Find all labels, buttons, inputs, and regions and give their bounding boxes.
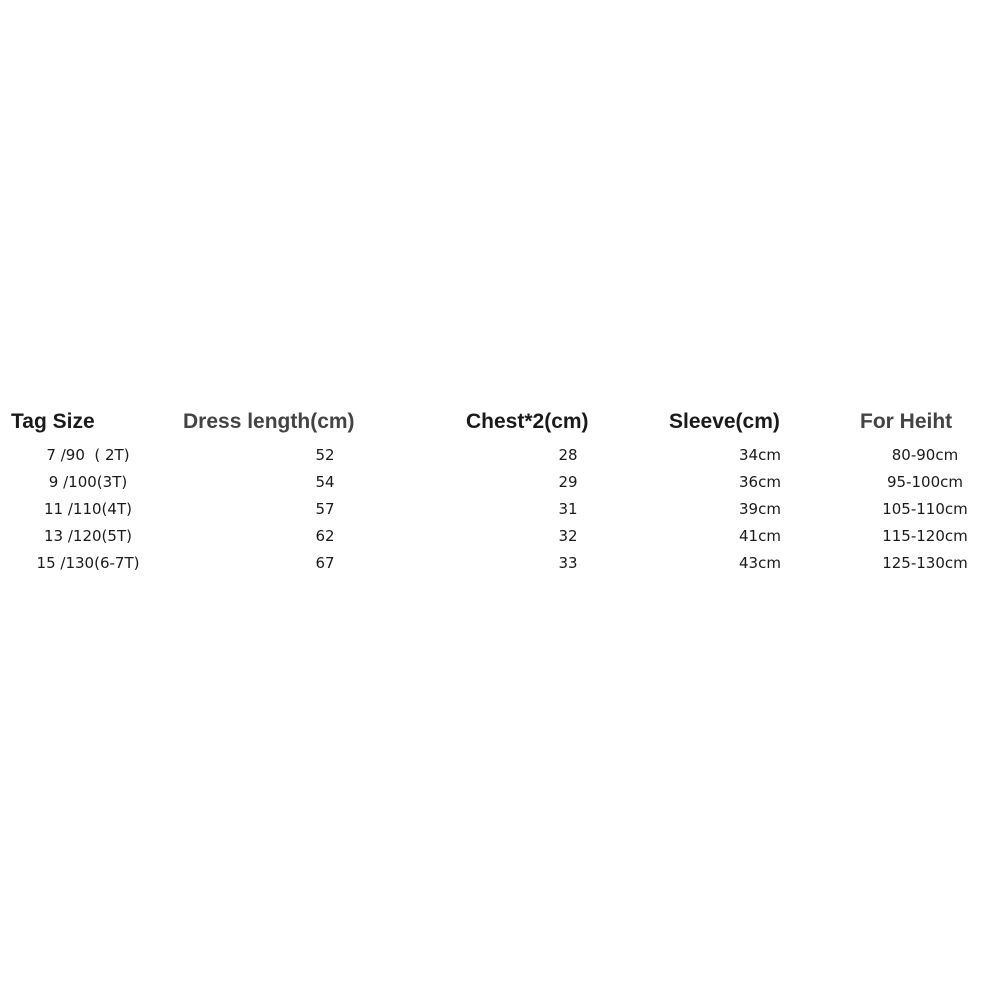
table-row: [0, 442, 1001, 469]
size-chart-table: [0, 405, 1001, 585]
sleeve-cell: 43cm: [739, 554, 781, 572]
chest-cell: 32: [558, 527, 578, 545]
header-chest: Chest*2(cm): [466, 410, 589, 433]
table-row: [0, 550, 1001, 577]
dress-length-cell: 62: [315, 527, 335, 545]
header-tag-size: Tag Size: [11, 410, 95, 433]
sleeve-cell: 41cm: [739, 527, 781, 545]
chest-cell: 28: [558, 446, 578, 464]
tag-size-cell: 11 /110(4T): [44, 500, 132, 518]
sleeve-cell: 34cm: [739, 446, 781, 464]
sleeve-cell: 39cm: [739, 500, 781, 518]
height-cell: 95-100cm: [887, 473, 963, 491]
chest-cell: 29: [558, 473, 578, 491]
header-sleeve: Sleeve(cm): [669, 410, 780, 433]
table-row: [0, 469, 1001, 496]
tag-size-cell: 7 /90 ( 2T): [46, 446, 130, 464]
tag-size-cell: 9 /100(3T): [48, 473, 128, 491]
table-row: [0, 523, 1001, 550]
height-cell: 80-90cm: [891, 446, 959, 464]
height-cell: 105-110cm: [882, 500, 968, 518]
dress-length-cell: 54: [315, 473, 335, 491]
chest-cell: 31: [558, 500, 578, 518]
dress-length-cell: 57: [315, 500, 335, 518]
tag-size-cell: 15 /130(6-7T): [36, 554, 140, 572]
sleeve-cell: 36cm: [739, 473, 781, 491]
header-dress-length: Dress length(cm): [183, 410, 355, 433]
height-cell: 115-120cm: [882, 527, 968, 545]
height-cell: 125-130cm: [882, 554, 968, 572]
table-row: [0, 496, 1001, 523]
dress-length-cell: 67: [315, 554, 335, 572]
tag-size-cell: 13 /120(5T): [44, 527, 132, 545]
dress-length-cell: 52: [315, 446, 335, 464]
header-for-height: For Heiht: [860, 410, 953, 433]
chest-cell: 33: [558, 554, 578, 572]
